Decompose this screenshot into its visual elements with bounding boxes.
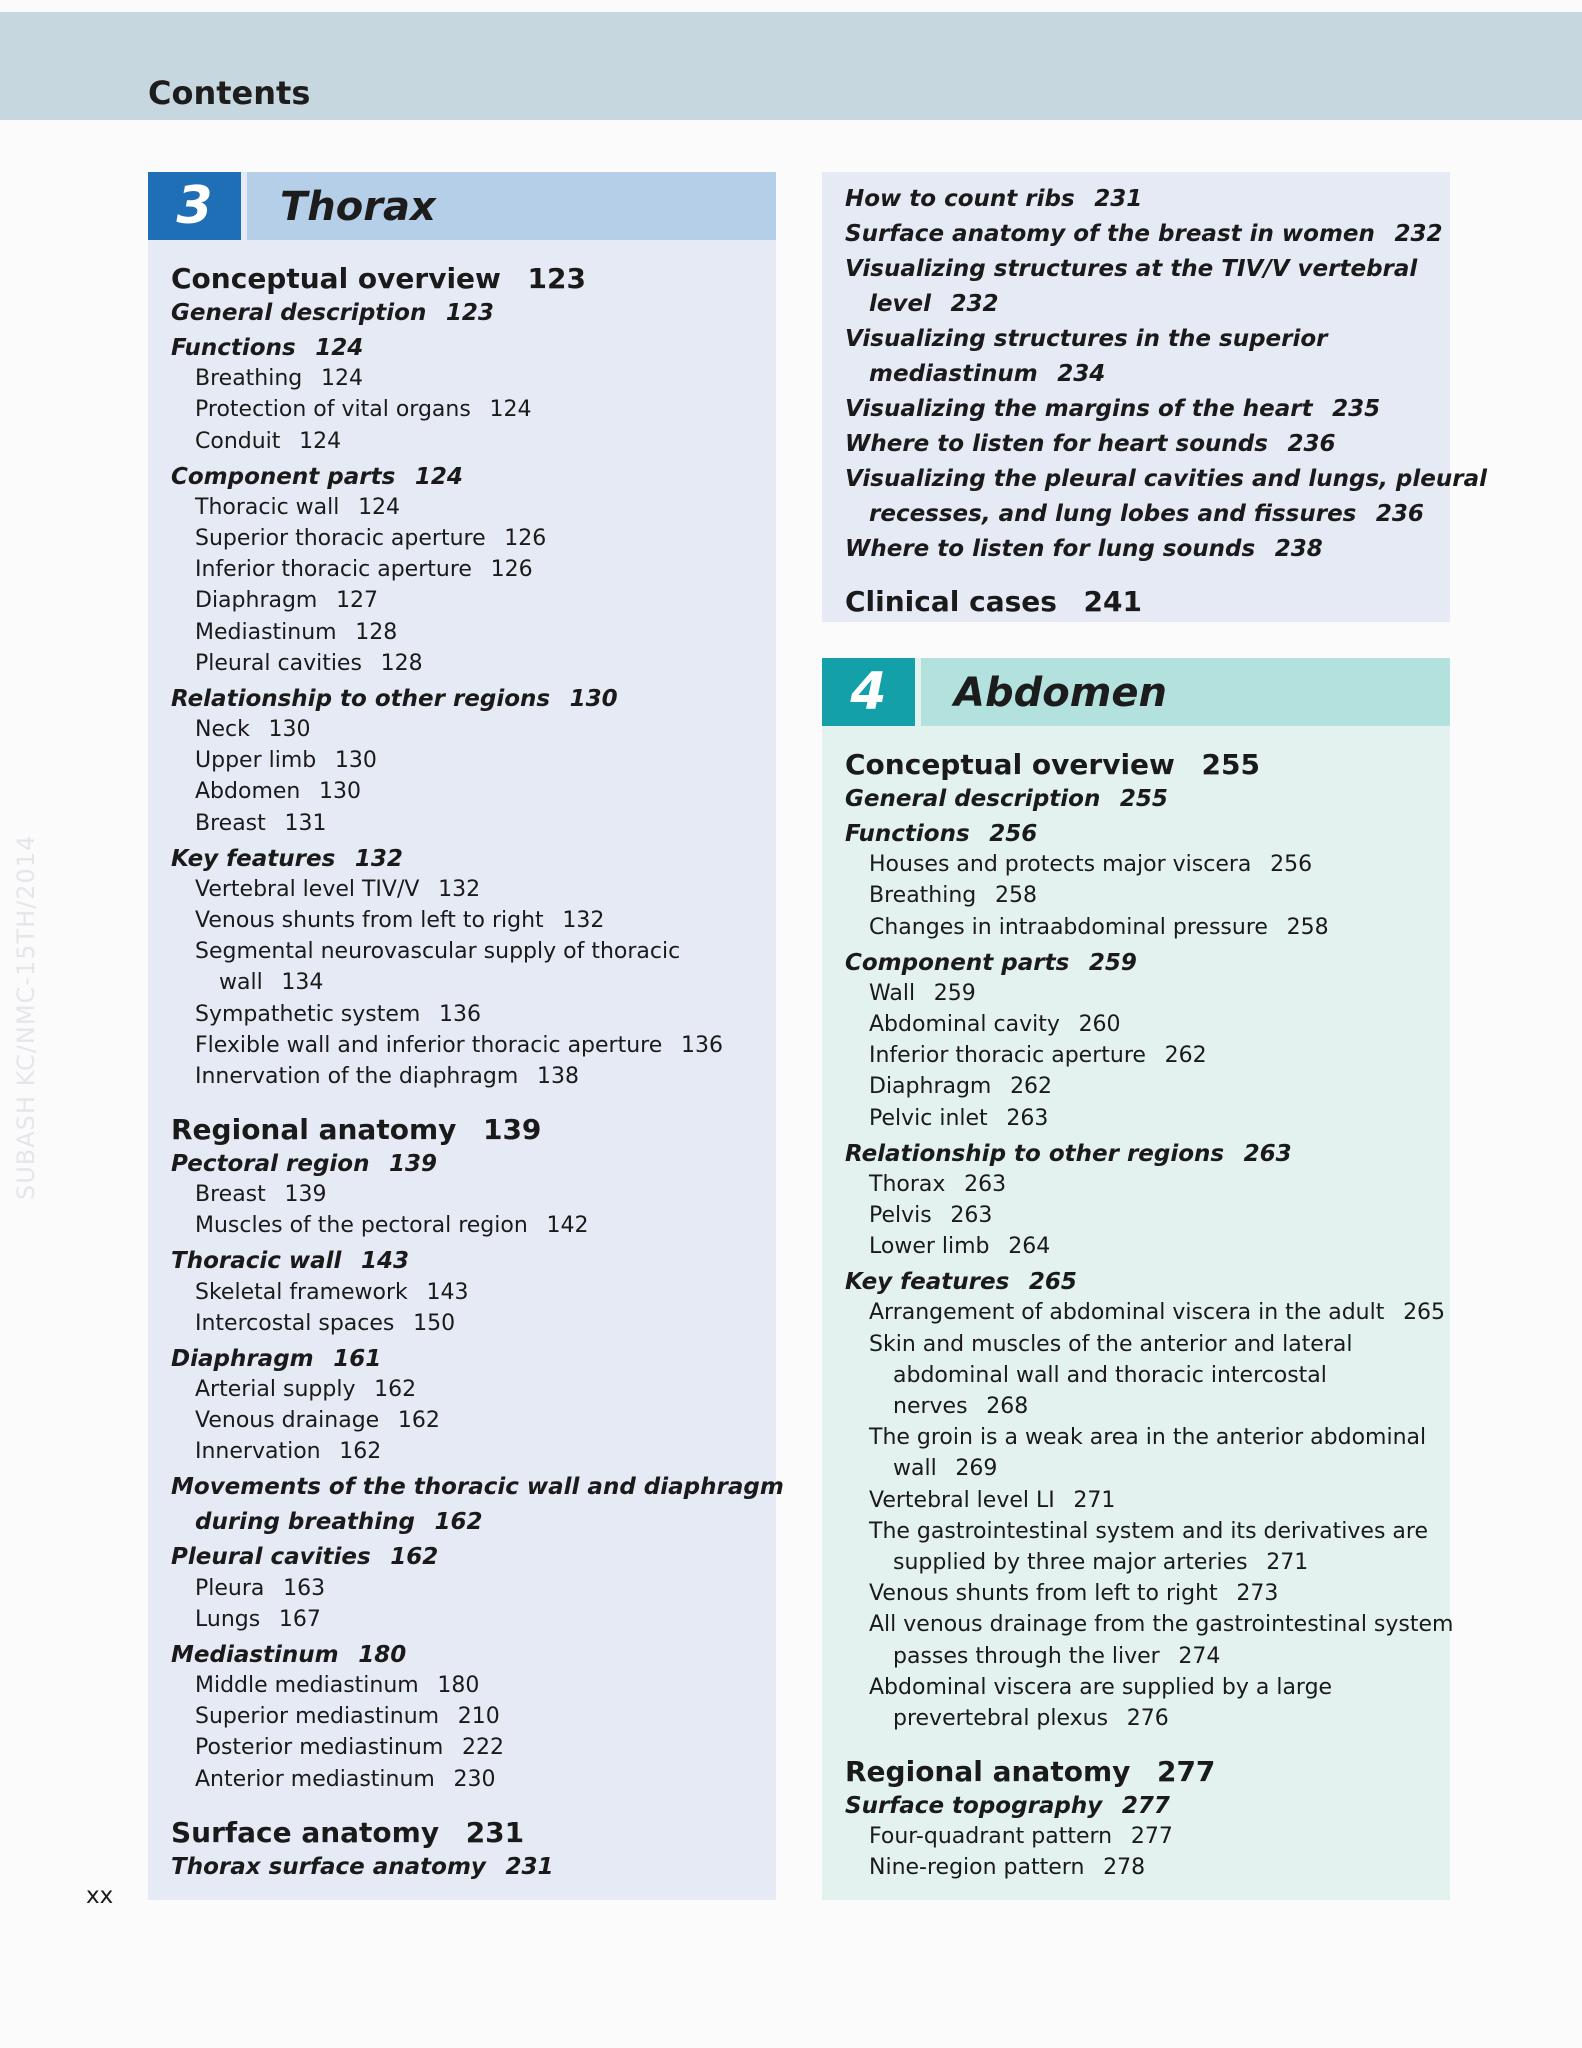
toc-entry-text: Where to listen for heart sounds <box>845 431 1268 457</box>
toc-entry-text: Thoracic wall <box>171 1248 342 1275</box>
toc-heading <box>171 262 586 295</box>
toc-entry-text: Middle mediastinum <box>195 1673 419 1698</box>
toc-entry-text: Venous shunts from left to right <box>195 908 544 933</box>
toc-page-number: 277 <box>1130 1824 1173 1850</box>
toc-entry-text: Inferior thoracic aperture <box>869 1043 1146 1069</box>
toc-item <box>845 1363 1327 1388</box>
toc-page-number: 256 <box>1270 852 1313 878</box>
toc-item <box>845 1644 1220 1669</box>
toc-page-number: 234 <box>1057 361 1106 387</box>
toc-entry-text: supplied by three major arteries <box>893 1550 1248 1575</box>
toc-item <box>171 526 546 551</box>
chapter-3-number: 3 <box>148 172 241 240</box>
chapter-3-title-bar <box>247 172 776 240</box>
toc-subheading <box>845 361 1105 387</box>
toc-entry-text: Surface anatomy of the breast in women <box>845 221 1375 247</box>
toc-item <box>171 397 532 422</box>
toc-item <box>845 1612 1453 1637</box>
toc-page-number: 241 <box>1083 585 1142 618</box>
toc-page-number: 132 <box>562 908 605 933</box>
toc-entry-text: nerves <box>893 1394 968 1419</box>
toc-page-number: 161 <box>333 1345 382 1372</box>
toc-page-number: 123 <box>445 300 494 326</box>
toc-subheading <box>171 1151 437 1177</box>
toc-item <box>845 1581 1278 1606</box>
toc-page-number: 143 <box>360 1248 409 1275</box>
toc-entry-text: Mediastinum <box>171 1641 339 1668</box>
toc-page-number: 124 <box>320 366 363 392</box>
toc-entry-text: Breathing <box>195 366 303 392</box>
toc-item <box>845 1234 1050 1259</box>
toc-subheading <box>171 1854 553 1880</box>
toc-entry-text: level <box>869 291 931 317</box>
toc-entry-text: Superior thoracic aperture <box>195 526 486 551</box>
chapter-3-continued-panel <box>822 172 1487 622</box>
toc-subheading <box>845 536 1323 562</box>
chapter-4-title: Abdomen <box>954 670 1167 716</box>
toc-page-number: 265 <box>1403 1300 1446 1326</box>
toc-entry-text: Lower limb <box>869 1234 990 1260</box>
toc-item <box>171 939 680 964</box>
toc-item <box>171 429 341 454</box>
toc-entry-text: abdominal wall and thoracic intercostal <box>893 1362 1327 1388</box>
toc-entry-text: Arterial supply <box>195 1377 356 1402</box>
toc-item <box>171 908 604 933</box>
toc-item <box>845 1106 1048 1131</box>
toc-page-number: 271 <box>1266 1550 1309 1575</box>
toc-subheading <box>845 186 1142 212</box>
toc-page-number: 222 <box>461 1735 504 1761</box>
toc-subheading <box>845 221 1442 247</box>
toc-page-number: 232 <box>1394 221 1443 247</box>
toc-page-number: 139 <box>389 1151 438 1177</box>
toc-entry-text: Visualizing structures at the TIV/V vertebral <box>845 256 1418 282</box>
toc-page-number: 124 <box>489 397 532 423</box>
toc-subheading <box>171 846 403 872</box>
toc-heading <box>171 1113 541 1146</box>
toc-entry-text: Diaphragm <box>171 1345 314 1372</box>
toc-page-number: 124 <box>414 463 463 490</box>
toc-item <box>845 1456 997 1481</box>
toc-item <box>171 557 533 582</box>
toc-entry-text: Breathing <box>869 883 977 909</box>
toc-page-number: 180 <box>437 1673 480 1698</box>
toc-entry-text: Pleural cavities <box>171 1544 371 1571</box>
toc-heading <box>845 1755 1215 1788</box>
toc-item <box>845 883 1037 908</box>
toc-subheading <box>845 501 1424 527</box>
toc-entry-text: Where to listen for lung sounds <box>845 536 1256 562</box>
toc-item <box>171 495 400 520</box>
toc-item <box>171 1311 455 1336</box>
toc-page-number: 263 <box>964 1171 1007 1197</box>
toc-item <box>171 1064 579 1089</box>
toc-page-number: 256 <box>989 821 1038 847</box>
toc-entry-text: Visualizing the margins of the heart <box>845 396 1313 422</box>
header-band <box>0 12 1582 120</box>
toc-item <box>171 1408 440 1433</box>
toc-entry-text: Flexible wall and inferior thoracic aperture <box>195 1032 663 1058</box>
toc-subheading <box>845 256 1417 282</box>
toc-entry-text: Conduit <box>195 428 281 454</box>
toc-item <box>845 1824 1173 1849</box>
toc-item <box>845 1394 1028 1419</box>
toc-page-number: 277 <box>1156 1755 1216 1788</box>
toc-heading <box>845 748 1260 781</box>
toc-item <box>171 1377 416 1402</box>
toc-page-number: 142 <box>546 1213 589 1239</box>
toc-item <box>845 1855 1145 1880</box>
toc-item <box>171 748 377 773</box>
toc-entry-text: Visualizing the pleural cavities and lungs, pleural <box>845 466 1487 492</box>
toc-page-number: 258 <box>994 883 1037 909</box>
toc-entry-text: Venous shunts from left to right <box>869 1581 1218 1607</box>
toc-page-number: 130 <box>334 748 377 774</box>
chapter-4-header <box>822 658 1450 728</box>
toc-page-number: 136 <box>439 1001 482 1027</box>
toc-entry-text: Conceptual overview <box>845 748 1175 781</box>
toc-item <box>845 1074 1052 1099</box>
toc-page-number: 262 <box>1010 1074 1053 1100</box>
toc-entry-text: passes through the liver <box>893 1643 1160 1669</box>
toc-page-number: 278 <box>1103 1855 1146 1881</box>
toc-entry-text: Relationship to other regions <box>171 685 551 712</box>
toc-item <box>845 1706 1169 1731</box>
toc-subheading <box>171 1474 784 1500</box>
toc-heading <box>171 1816 524 1849</box>
toc-page-number: 231 <box>1094 186 1143 212</box>
toc-subheading <box>171 686 618 712</box>
toc-page-number: 124 <box>315 335 364 361</box>
toc-subheading <box>845 786 1168 812</box>
toc-page-number: 131 <box>284 810 327 836</box>
toc-entry-text: Changes in intraabdominal pressure <box>869 914 1268 940</box>
toc-item <box>171 1607 321 1632</box>
toc-entry-text: Thorax surface anatomy <box>171 1853 486 1880</box>
watermark-text: SUBASH KC/NMC-15TH/2014 <box>12 834 40 1200</box>
toc-item <box>171 1735 504 1760</box>
toc-entry-text: Clinical cases <box>845 585 1057 618</box>
toc-page-number: 230 <box>453 1766 496 1792</box>
toc-entry-text: Component parts <box>171 463 396 490</box>
toc-subheading <box>171 300 494 326</box>
toc-entry-text: Conceptual overview <box>171 262 501 295</box>
toc-subheading <box>171 1544 438 1570</box>
toc-page-number: 139 <box>284 1182 327 1208</box>
toc-page-number: 263 <box>950 1203 993 1228</box>
toc-entry-text: Inferior thoracic aperture <box>195 557 472 583</box>
toc-page-number: 128 <box>355 619 398 645</box>
chapter-3-header <box>148 172 776 242</box>
toc-entry-text: Key features <box>171 845 336 872</box>
toc-entry-text: All venous drainage from the gastrointestinal system <box>869 1612 1454 1638</box>
toc-entry-text: Pleura <box>195 1575 265 1601</box>
toc-entry-text: Thoracic wall <box>195 494 340 520</box>
toc-item <box>171 588 378 613</box>
toc-subheading <box>845 1141 1292 1167</box>
toc-entry-text: Mediastinum <box>195 619 337 645</box>
toc-subheading <box>845 1269 1077 1295</box>
toc-page-number: 130 <box>268 717 311 742</box>
toc-item <box>171 1439 381 1464</box>
toc-subheading <box>845 326 1328 352</box>
toc-subheading <box>845 950 1137 976</box>
toc-page-number: 163 <box>283 1575 326 1601</box>
page-title: Contents <box>148 74 311 112</box>
toc-page-number: 162 <box>434 1509 483 1536</box>
toc-subheading <box>171 1346 381 1372</box>
chapter-3-panel <box>148 172 784 1900</box>
toc-page-number: 136 <box>680 1032 723 1058</box>
toc-entry-text: wall <box>219 970 263 996</box>
toc-item <box>845 1488 1115 1513</box>
toc-entry-text: Thorax <box>869 1171 946 1197</box>
toc-item <box>171 811 326 836</box>
toc-entry-text: Houses and protects major viscera <box>869 852 1252 878</box>
toc-entry-text: Segmental neurovascular supply of thoracic <box>195 939 681 965</box>
toc-subheading <box>171 335 363 361</box>
toc-entry-text: Venous drainage <box>195 1408 380 1434</box>
toc-entry-text: Protection of vital organs <box>195 397 471 423</box>
toc-item <box>845 915 1329 940</box>
toc-entry-text: The groin is a weak area in the anterior abdominal <box>869 1425 1427 1451</box>
toc-page-number: 271 <box>1073 1487 1116 1513</box>
toc-entry-text: Anterior mediastinum <box>195 1766 435 1792</box>
toc-subheading <box>845 431 1335 457</box>
toc-entry-text: Diaphragm <box>869 1074 992 1100</box>
toc-item <box>845 852 1312 877</box>
page-number: xx <box>86 1883 114 1909</box>
toc-entry-text: Key features <box>845 1269 1010 1296</box>
toc-page-number: 231 <box>505 1853 554 1880</box>
toc-page-number: 126 <box>504 526 547 551</box>
toc-item <box>171 651 423 676</box>
toc-item <box>171 1767 496 1792</box>
toc-entry-text: Vertebral level LI <box>869 1487 1055 1513</box>
toc-item <box>171 620 397 645</box>
toc-page-number: 132 <box>438 876 481 902</box>
toc-entry-text: Skeletal framework <box>195 1279 408 1305</box>
toc-page-number: 262 <box>1164 1043 1207 1069</box>
toc-page-number: 263 <box>1243 1140 1292 1167</box>
toc-page-number: 277 <box>1121 1793 1170 1819</box>
toc-item <box>171 1182 326 1207</box>
toc-page-number: 258 <box>1286 914 1329 940</box>
toc-page-number: 265 <box>1028 1269 1077 1296</box>
chapter-4-title-bar <box>921 658 1450 726</box>
toc-page-number: 264 <box>1008 1234 1051 1260</box>
chapter-4-panel <box>822 658 1454 1900</box>
toc-entry-text: Pectoral region <box>171 1151 370 1177</box>
toc-page-number: 130 <box>319 779 362 805</box>
toc-page-number: 273 <box>1236 1581 1279 1607</box>
toc-entry-text: Visualizing structures in the superior <box>845 326 1328 352</box>
toc-page-number: 236 <box>1287 431 1336 457</box>
toc-page-number: 139 <box>482 1113 542 1146</box>
toc-item <box>171 877 480 902</box>
toc-page-number: 130 <box>569 685 618 712</box>
toc-subheading <box>171 1248 409 1274</box>
toc-item <box>171 1704 500 1729</box>
toc-entry-text: Innervation <box>195 1439 321 1465</box>
toc-page-number: 150 <box>413 1310 456 1336</box>
toc-item <box>845 1203 992 1228</box>
toc-entry-text: General description <box>845 786 1101 812</box>
toc-item <box>845 1043 1207 1068</box>
toc-page-number: 274 <box>1178 1643 1221 1669</box>
toc-subheading <box>845 291 999 317</box>
toc-entry-text: Nine-region pattern <box>869 1855 1085 1881</box>
toc-page-number: 162 <box>390 1544 439 1571</box>
toc-page-number: 210 <box>457 1704 500 1730</box>
toc-entry-text: Sympathetic system <box>195 1001 421 1027</box>
toc-subheading <box>171 1509 483 1535</box>
toc-item <box>845 1425 1426 1450</box>
toc-heading <box>845 585 1142 618</box>
toc-entry-text: prevertebral plexus <box>893 1706 1109 1731</box>
toc-entry-text: Breast <box>195 1182 266 1208</box>
toc-entry-text: Component parts <box>845 949 1070 976</box>
toc-subheading <box>845 396 1380 422</box>
toc-item <box>171 1576 325 1601</box>
toc-item <box>171 366 363 391</box>
toc-entry-text: Skin and muscles of the anterior and lateral <box>869 1331 1353 1357</box>
toc-page-number: 128 <box>380 650 423 676</box>
chapter-4-number: 4 <box>822 658 915 726</box>
toc-page-number: 268 <box>986 1394 1029 1419</box>
toc-page-number: 134 <box>281 970 324 996</box>
toc-item <box>845 1675 1332 1700</box>
toc-entry-text: How to count ribs <box>845 186 1075 212</box>
toc-entry-text: Surface topography <box>845 1793 1103 1819</box>
toc-entry-text: Posterior mediastinum <box>195 1735 444 1761</box>
toc-item <box>171 1002 481 1027</box>
toc-entry-text: Abdomen <box>195 779 301 805</box>
toc-item <box>845 1172 1006 1197</box>
toc-page-number: 167 <box>278 1606 321 1632</box>
toc-entry-text: mediastinum <box>869 361 1038 387</box>
toc-item <box>171 1280 468 1305</box>
chapter-3-title: Thorax <box>280 184 436 230</box>
toc-page-number: 126 <box>490 557 533 583</box>
toc-entry-text: wall <box>893 1456 937 1482</box>
toc-entry-text: Breast <box>195 810 266 836</box>
toc-entry-text: Pelvic inlet <box>869 1105 988 1131</box>
toc-item <box>845 981 976 1006</box>
toc-subheading <box>845 1793 1170 1819</box>
toc-item <box>171 1213 588 1238</box>
toc-page-number: 238 <box>1274 536 1323 562</box>
toc-subheading <box>845 466 1487 492</box>
toc-item <box>845 1332 1352 1357</box>
toc-entry-text: Pleural cavities <box>195 650 362 676</box>
toc-entry-text: Superior mediastinum <box>195 1704 440 1730</box>
toc-entry-text: Upper limb <box>195 748 317 774</box>
toc-page-number: 162 <box>374 1377 417 1402</box>
toc-entry-text: Arrangement of abdominal viscera in the adult <box>869 1300 1385 1326</box>
toc-page-number: 235 <box>1332 396 1381 422</box>
toc-entry-text: Vertebral level TIV/V <box>195 876 420 902</box>
toc-page-number: 124 <box>299 428 342 454</box>
toc-entry-text: Pelvis <box>869 1203 932 1228</box>
toc-page-number: 236 <box>1375 501 1424 527</box>
toc-item <box>845 1300 1445 1325</box>
toc-page-number: 132 <box>354 845 403 872</box>
toc-entry-text: recesses, and lung lobes and fissures <box>869 501 1357 527</box>
toc-page-number: 162 <box>397 1408 440 1434</box>
toc-item <box>171 1673 479 1698</box>
toc-page-number: 232 <box>950 291 999 317</box>
toc-entry-text: Movements of the thoracic wall and diaphragm <box>171 1474 784 1501</box>
toc-entry-text: General description <box>171 300 427 326</box>
toc-entry-text: Diaphragm <box>195 588 318 614</box>
toc-subheading <box>845 821 1037 847</box>
toc-page-number: 259 <box>933 980 976 1006</box>
toc-entry-text: Surface anatomy <box>171 1815 440 1849</box>
toc-page-number: 124 <box>358 494 401 520</box>
toc-page-number: 255 <box>1119 786 1168 812</box>
toc-page-number: 143 <box>426 1279 469 1305</box>
toc-entry-text: Lungs <box>195 1606 261 1632</box>
toc-item <box>845 1550 1308 1575</box>
toc-item <box>845 1519 1428 1544</box>
toc-page-number: 259 <box>1088 949 1137 976</box>
toc-subheading <box>171 464 463 490</box>
toc-entry-text: Wall <box>869 980 916 1006</box>
toc-entry-text: Regional anatomy <box>845 1755 1131 1788</box>
toc-item <box>171 1033 723 1058</box>
toc-entry-text: The gastrointestinal system and its derivatives are <box>869 1518 1429 1544</box>
toc-page-number: 231 <box>465 1815 525 1849</box>
toc-entry-text: during breathing <box>195 1509 415 1536</box>
toc-entry-text: Muscles of the pectoral region <box>195 1213 528 1239</box>
toc-entry-text: Functions <box>171 335 296 361</box>
toc-page-number: 127 <box>336 588 379 614</box>
toc-entry-text: Abdominal cavity <box>869 1012 1060 1037</box>
toc-entry-text: Innervation of the diaphragm <box>195 1064 519 1089</box>
toc-page-number: 255 <box>1201 748 1260 781</box>
toc-page-number: 123 <box>527 262 586 295</box>
toc-page-number: 263 <box>1006 1105 1049 1131</box>
toc-item <box>171 717 311 742</box>
toc-entry-text: Four-quadrant pattern <box>869 1824 1113 1850</box>
toc-entry-text: Relationship to other regions <box>845 1140 1225 1167</box>
toc-entry-text: Functions <box>845 821 970 847</box>
toc-item <box>171 779 361 804</box>
toc-entry-text: Regional anatomy <box>171 1113 457 1146</box>
toc-page-number: 269 <box>955 1456 998 1482</box>
toc-page-number: 276 <box>1126 1706 1169 1731</box>
toc-entry-text: Abdominal viscera are supplied by a large <box>869 1674 1333 1700</box>
toc-subheading <box>171 1642 406 1668</box>
toc-entry-text: Intercostal spaces <box>195 1310 395 1336</box>
toc-page-number: 162 <box>339 1439 382 1465</box>
toc-page-number: 260 <box>1078 1012 1121 1037</box>
toc-item <box>845 1012 1121 1037</box>
toc-page-number: 180 <box>358 1641 407 1668</box>
watermark <box>12 834 42 1230</box>
toc-entry-text: Neck <box>195 717 250 742</box>
toc-item <box>171 970 323 995</box>
toc-page-number: 138 <box>536 1064 579 1089</box>
